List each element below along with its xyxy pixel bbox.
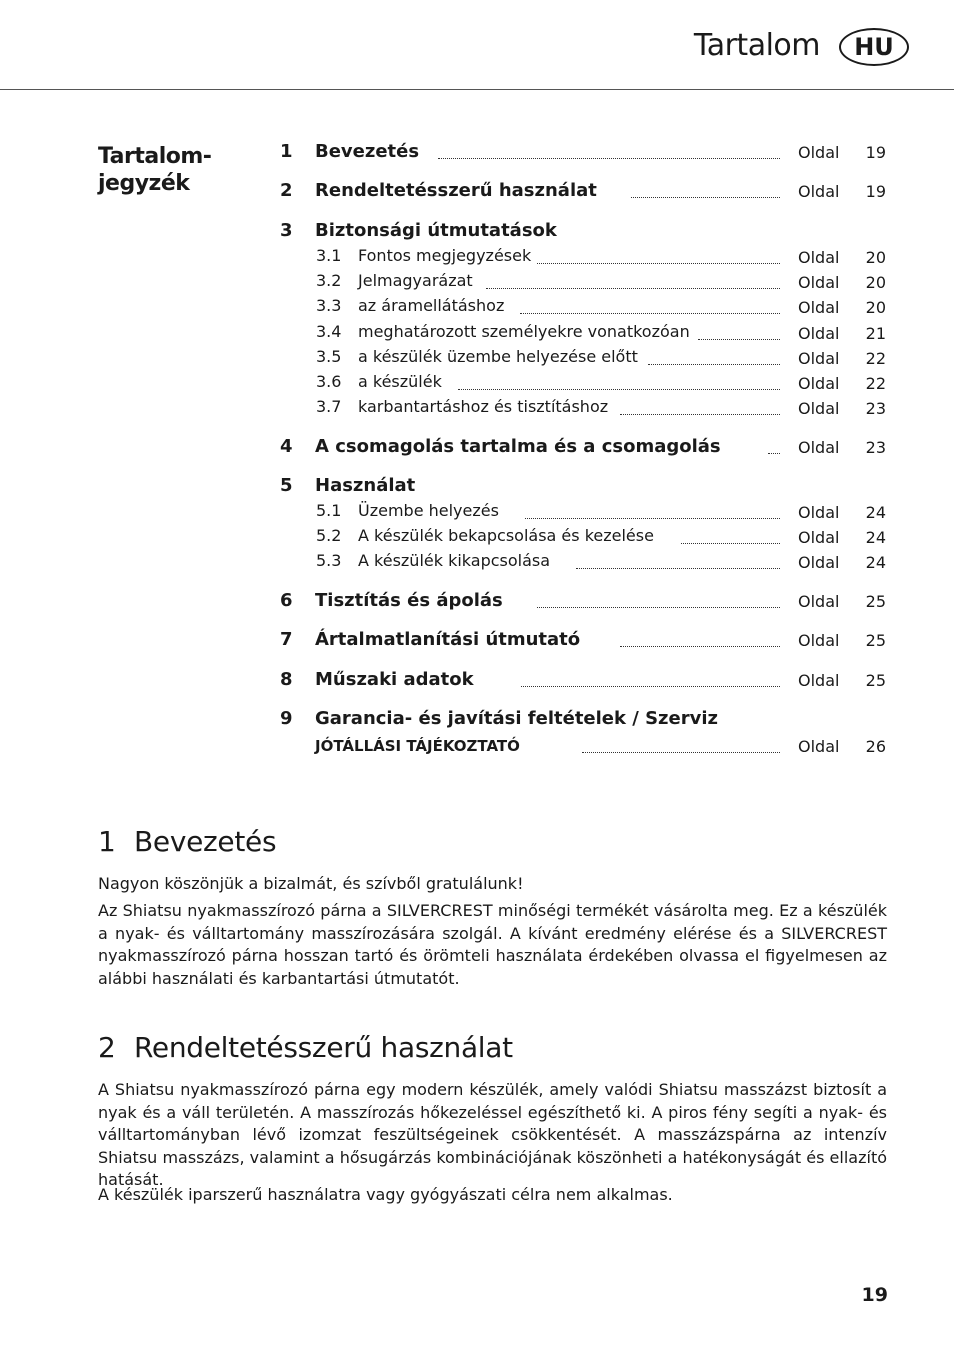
toc-entry-title: JÓTÁLLÁSI TÁJÉKOZTATÓ [315, 737, 520, 755]
toc-entry [280, 180, 886, 204]
toc-oldal-label: Oldal [798, 374, 840, 393]
toc-entry-number: 9 [280, 708, 293, 729]
toc-entry [280, 708, 886, 732]
toc-subentry-title: meghatározott személyekre vonatkozóan [358, 322, 690, 341]
toc-page-number: 24 [865, 553, 886, 572]
section-title: Bevezetés [134, 825, 277, 858]
toc-page-number: 21 [865, 324, 886, 343]
toc-page-number: 20 [865, 273, 886, 292]
toc-oldal-label: Oldal [798, 248, 840, 267]
toc-oldal-label: Oldal [798, 503, 840, 522]
toc-heading [98, 143, 248, 197]
toc-leader-dots [620, 406, 780, 415]
toc-entry [280, 629, 886, 653]
toc-leader-dots [768, 445, 780, 454]
toc-entry-title: Tisztítás és ápolás [315, 590, 503, 611]
toc-leader-dots [525, 510, 780, 519]
toc-subentry [280, 271, 886, 295]
toc-page-number: 19 [865, 143, 886, 162]
toc-oldal-label: Oldal [798, 399, 840, 418]
toc-leader-dots [521, 678, 780, 687]
toc-oldal-label: Oldal [798, 324, 840, 343]
toc-subentry-title: Jelmagyarázat [358, 271, 473, 290]
toc-entry-title: Használat [315, 475, 416, 496]
toc-page-number: 19 [865, 182, 886, 201]
toc-entry-number: 2 [280, 180, 293, 201]
paragraph: A Shiatsu nyakmasszírozó párna egy modern készülék, amely valódi Shiatsu masszázst biztosít a nyak és a váll területén. A masszírozás hőkezeléssel egészíthető ki. A piros fény segíti a nyak- és válltartományban lévő izomzat feszültségeinek csökkentését. A masszázspárna az intenzív Shiatsu masszázs, valamint a hősugárzás kombinációjának köszönheti a hatékonyságát és ellazító hatását. [98, 1080, 887, 1189]
toc-subentry-number: 3.3 [316, 296, 342, 315]
toc-leader-dots [648, 356, 780, 365]
toc-oldal-label: Oldal [798, 671, 840, 690]
toc-oldal-label: Oldal [798, 631, 840, 650]
toc-leader-dots [458, 381, 780, 390]
toc-page-number: 25 [865, 592, 886, 611]
toc-subentry-title: a készülék üzembe helyezése előtt [358, 347, 638, 366]
toc-page-number: 20 [865, 298, 886, 317]
toc-leader-dots [620, 638, 780, 647]
toc-subentry-number: 3.7 [316, 397, 342, 416]
toc-entry [280, 669, 886, 693]
toc-subentry-title: A készülék kikapcsolása [358, 551, 551, 570]
toc-oldal-label: Oldal [798, 298, 840, 317]
toc-entry-number: 8 [280, 669, 293, 690]
toc-entry [280, 436, 886, 460]
toc-leader-dots [576, 560, 780, 569]
section-title: Rendeltetésszerű használat [134, 1031, 513, 1064]
toc-page-number: 25 [865, 671, 886, 690]
toc-subentry [280, 246, 886, 270]
toc-entry [280, 475, 886, 499]
language-badge: HU [839, 28, 909, 66]
toc-leader-dots [486, 280, 780, 289]
toc-subentry [280, 501, 886, 525]
toc-subentry [280, 551, 886, 575]
toc-leader-dots [537, 599, 780, 608]
page-number: 19 [861, 1284, 888, 1306]
toc-heading-line1: Tartalom- [98, 144, 212, 169]
toc-subentry [280, 322, 886, 346]
toc-subentry-number: 3.5 [316, 347, 342, 366]
section-heading [98, 1031, 513, 1064]
toc-page-number: 24 [865, 503, 886, 522]
toc-subentry-title: Üzembe helyezés [358, 501, 499, 520]
toc-oldal-label: Oldal [798, 438, 840, 457]
toc-subentry [280, 397, 886, 421]
toc-leader-dots [681, 535, 780, 544]
toc-subentry-number: 3.4 [316, 322, 342, 341]
toc-entry-title: Biztonsági útmutatások [315, 220, 557, 241]
toc-page-number: 22 [865, 374, 886, 393]
toc-subentry-number: 5.1 [316, 501, 342, 520]
toc-leader-dots [698, 331, 780, 340]
toc-leader-dots [631, 189, 780, 198]
toc-oldal-label: Oldal [798, 737, 840, 756]
toc-entry-continuation [280, 735, 886, 759]
toc-entry-title: Garancia- és javítási feltételek / Szerviz [315, 708, 718, 729]
section-heading [98, 825, 276, 858]
toc-entry-number: 1 [280, 141, 293, 162]
toc-oldal-label: Oldal [798, 592, 840, 611]
paragraph: Nagyon köszönjük a bizalmát, és szívből gratulálunk! [98, 874, 524, 893]
toc-entry-title: Műszaki adatok [315, 669, 474, 690]
toc-page-number: 22 [865, 349, 886, 368]
toc-subentry-title: a készülék [358, 372, 442, 391]
toc-leader-dots [537, 255, 780, 264]
toc-heading-line2: jegyzék [98, 171, 190, 196]
toc-entry [280, 141, 886, 165]
paragraph: Az Shiatsu nyakmasszírozó párna a SILVERCREST minőségi termékét vásárolta meg. Ez a készülék a nyak- és válltartomány masszírozására szolgál. A kívánt eredmény elérése és a SILVERCREST nyakmasszírozó párna hosszan tartó és örömteli használata érdekében olvassa el figyelmesen az alábbi használati és karbantartási útmutatót. [98, 901, 887, 988]
toc-subentry-title: Fontos megjegyzések [358, 246, 532, 265]
toc-subentry-number: 3.1 [316, 246, 342, 265]
toc-leader-dots [582, 744, 780, 753]
toc-entry-title: Ártalmatlanítási útmutató [315, 629, 581, 650]
toc-entry-number: 5 [280, 475, 293, 496]
toc-page-number: 24 [865, 528, 886, 547]
toc-oldal-label: Oldal [798, 273, 840, 292]
toc-subentry [280, 347, 886, 371]
toc-subentry [280, 372, 886, 396]
toc-subentry [280, 296, 886, 320]
toc-entry-title: Rendeltetésszerű használat [315, 180, 597, 201]
toc-entry-number: 3 [280, 220, 293, 241]
toc-entry-number: 6 [280, 590, 293, 611]
toc-oldal-label: Oldal [798, 553, 840, 572]
toc-entry-title: A csomagolás tartalma és a csomagolás [315, 436, 721, 457]
toc-leader-dots [438, 150, 780, 159]
header-title: Tartalom [693, 28, 820, 63]
toc-subentry-title: A készülék bekapcsolása és kezelése [358, 526, 654, 545]
toc-subentry [280, 526, 886, 550]
toc-leader-dots [520, 305, 780, 314]
toc-page-number: 20 [865, 248, 886, 267]
toc-subentry-number: 5.2 [316, 526, 342, 545]
toc-entry [280, 220, 886, 244]
toc-page-number: 23 [865, 438, 886, 457]
toc-subentry-number: 5.3 [316, 551, 342, 570]
toc-entry [280, 590, 886, 614]
toc-entry-number: 4 [280, 436, 293, 457]
toc-subentry-title: az áramellátáshoz [358, 296, 505, 315]
toc-oldal-label: Oldal [798, 349, 840, 368]
section-number: 1 [98, 825, 116, 858]
toc-subentry-number: 3.6 [316, 372, 342, 391]
toc-oldal-label: Oldal [798, 528, 840, 547]
toc-entry-title: Bevezetés [315, 141, 420, 162]
toc-page-number: 25 [865, 631, 886, 650]
toc-oldal-label: Oldal [798, 143, 840, 162]
toc-page-number: 23 [865, 399, 886, 418]
header-divider [0, 89, 954, 90]
toc-subentry-title: karbantartáshoz és tisztításhoz [358, 397, 609, 416]
toc-page-number: 26 [865, 737, 886, 756]
section-number: 2 [98, 1031, 116, 1064]
toc-subentry-number: 3.2 [316, 271, 342, 290]
toc-entry-number: 7 [280, 629, 293, 650]
paragraph: A készülék iparszerű használatra vagy gyógyászati célra nem alkalmas. [98, 1185, 673, 1204]
toc-oldal-label: Oldal [798, 182, 840, 201]
